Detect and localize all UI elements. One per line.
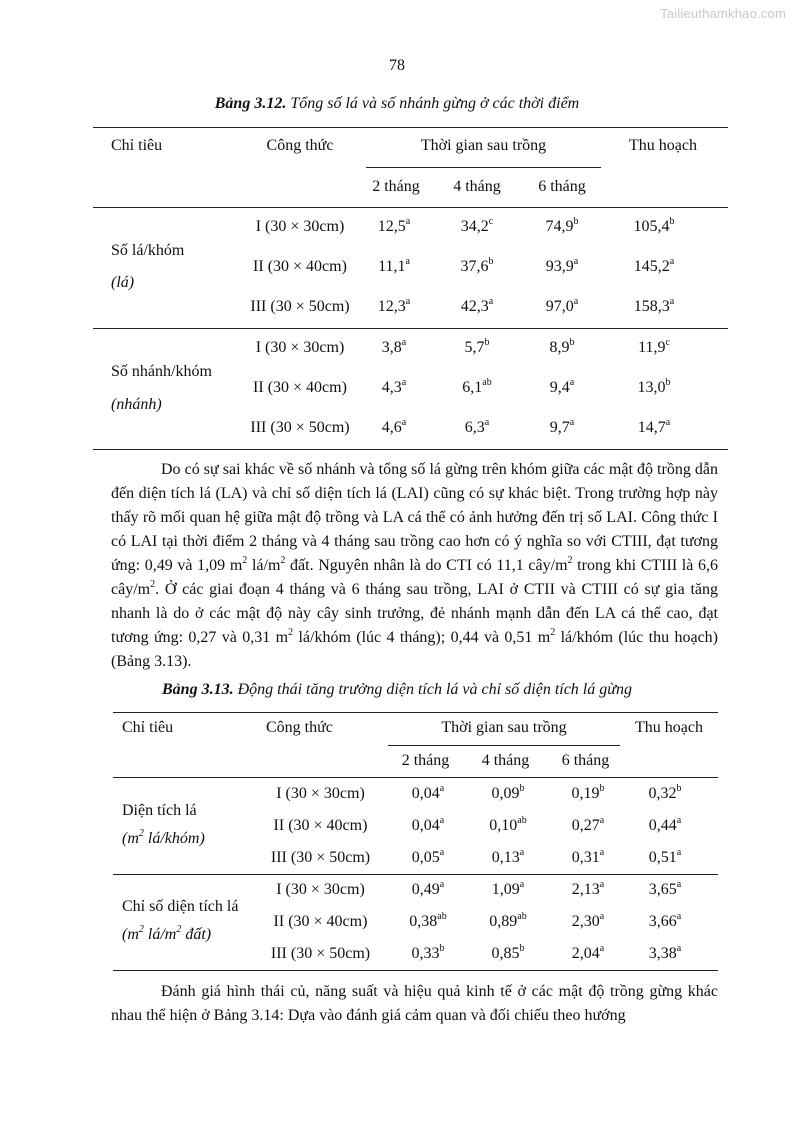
significance-letter: a [676, 910, 682, 922]
significance-letter: a [439, 878, 445, 890]
text-run: . Ở các giai đoạn 4 tháng và 6 tháng sau trồng, LAI ở CTII và CTIII có sự gia tăng nhanh là do ở các mật độ này cây sinh trưởng, đẻ nhánh mạnh dẫn đến LA cá thể cao, đạt tương ứng: 0,27 và 0,31 m [111, 581, 718, 646]
cell-number: 105,4 [633, 218, 670, 235]
header-thu-hoach: Thu hoạch [629, 137, 697, 154]
cell-value [526, 416, 598, 437]
body-paragraph-2 [111, 980, 718, 1028]
cell-value [630, 782, 700, 803]
cell-cong-thuc: II (30 × 40cm) [273, 817, 368, 834]
page-number: 78 [389, 57, 405, 74]
cell-number: 9,4 [549, 379, 570, 396]
superscript: 2 [550, 626, 556, 638]
superscript: 2 [176, 923, 182, 935]
significance-letter: a [676, 814, 682, 826]
header-chi-tieu: Chỉ tiêu [111, 137, 163, 154]
significance-letter: a [401, 336, 407, 348]
cell-number: 4,6 [381, 419, 402, 436]
significance-letter: b [519, 942, 525, 954]
cell-value [526, 215, 598, 236]
cell-number: 0,04 [411, 785, 440, 802]
cell-cong-thuc: II (30 × 40cm) [253, 379, 347, 396]
header-6-thang: 6 tháng [538, 178, 586, 195]
table-rule-subheader [366, 167, 601, 168]
cell-value [618, 215, 690, 236]
cell-value [393, 782, 463, 803]
significance-letter: a [401, 416, 407, 428]
cell-value [473, 814, 543, 835]
significance-letter: a [599, 942, 605, 954]
significance-letter: b [669, 215, 675, 227]
cell-value [618, 295, 690, 316]
paragraph-text: Đánh giá hình thái củ, năng suất và hiệu quả kinh tế ở các mật độ trồng gừng khác nhau thể hiện ở Bảng 3.14: Dựa vào đánh giá cảm quan và đối chiếu theo hướng [111, 983, 718, 1024]
significance-letter: a [519, 878, 525, 890]
row-unit-nhanh: (nhánh) [111, 396, 162, 413]
header-thu-hoach: Thu hoạch [635, 719, 703, 736]
cell-number: 3,38 [648, 945, 677, 962]
cell-value [473, 910, 543, 931]
superscript: 2 [288, 626, 294, 638]
text-run: đất) [181, 926, 212, 943]
cell-number: 5,7 [464, 339, 485, 356]
cell-number: 12,5 [377, 218, 406, 235]
header-6-thang: 6 tháng [561, 752, 610, 769]
table-rule-top [113, 712, 718, 713]
significance-letter: a [519, 846, 525, 858]
header-4-thang: 4 tháng [481, 752, 530, 769]
cell-value [630, 878, 700, 899]
significance-letter: a [599, 846, 605, 858]
table-rule-bottom [113, 970, 718, 971]
table-rule-bottom [93, 449, 728, 450]
significance-letter: a [405, 215, 411, 227]
cell-value [473, 782, 543, 803]
header-2-thang: 2 tháng [372, 178, 420, 195]
significance-letter: a [488, 295, 494, 307]
cell-cong-thuc: III (30 × 50cm) [250, 419, 350, 436]
cell-number: 0,89 [489, 913, 518, 930]
cell-value [526, 295, 598, 316]
significance-letter: a [439, 814, 445, 826]
caption-label: Bảng 3.13. [162, 681, 234, 698]
text-run: lá/khóm (lúc 4 tháng); 0,44 và 0,51 m [293, 629, 551, 646]
cell-value [358, 215, 430, 236]
header-thoi-gian: Thời gian sau trồng [420, 137, 547, 154]
superscript: 2 [150, 578, 156, 590]
significance-letter: a [439, 782, 445, 794]
cell-number: 0,31 [571, 849, 600, 866]
cell-number: 0,10 [489, 817, 518, 834]
significance-letter: c [488, 215, 494, 227]
text-run: đất. Nguyên nhân là do CTI có 11,1 cây/m [285, 557, 568, 574]
row-label-so-nhanh: Số nhánh/khóm [111, 363, 212, 380]
cell-value [441, 376, 513, 397]
table-rule-group-separator [113, 874, 718, 875]
significance-letter: ab [517, 814, 527, 826]
cell-number: 0,38 [409, 913, 438, 930]
row-unit-dien-tich-la [122, 827, 205, 848]
text-run: lá/khóm (lúc thu hoạch) (Bảng 3.13). [111, 629, 718, 670]
cell-number: 14,7 [637, 419, 666, 436]
row-unit-la: (lá) [111, 274, 135, 291]
cell-number: 0,51 [648, 849, 677, 866]
cell-value [618, 336, 690, 357]
header-4-thang: 4 tháng [453, 178, 501, 195]
cell-number: 0,05 [411, 849, 440, 866]
significance-letter: a [676, 878, 682, 890]
watermark: Tailieuthamkhao.com [660, 6, 786, 21]
cell-cong-thuc: II (30 × 40cm) [273, 913, 368, 930]
cell-number: 12,3 [377, 298, 406, 315]
caption-text: Động thái tăng trưởng diện tích lá và chỉ số diện tích lá gừng [233, 681, 632, 698]
text-run: lá/m [143, 926, 177, 943]
cell-number: 4,3 [381, 379, 402, 396]
row-label-so-la: Số lá/khóm [111, 242, 185, 259]
cell-value [553, 910, 623, 931]
cell-cong-thuc: I (30 × 30cm) [276, 785, 365, 802]
cell-value [526, 255, 598, 276]
significance-letter: a [484, 416, 490, 428]
cell-number: 145,2 [633, 258, 670, 275]
cell-number: 11,9 [638, 339, 666, 356]
table-3-13-caption [0, 681, 794, 699]
header-chi-tieu: Chỉ tiêu [122, 719, 174, 736]
cell-value [630, 846, 700, 867]
significance-letter: b [484, 336, 490, 348]
superscript: 2 [138, 827, 144, 839]
cell-value [553, 878, 623, 899]
cell-value [553, 782, 623, 803]
significance-letter: a [676, 942, 682, 954]
significance-letter: a [599, 814, 605, 826]
cell-number: 34,2 [460, 218, 489, 235]
cell-value [630, 814, 700, 835]
cell-number: 93,9 [545, 258, 574, 275]
cell-cong-thuc: III (30 × 50cm) [270, 945, 371, 962]
significance-letter: a [405, 295, 411, 307]
text-run: trong khi CTIII là 6,6 cây/m [111, 557, 719, 598]
cell-number: 0,13 [491, 849, 520, 866]
cell-number: 6,1 [462, 379, 483, 396]
cell-number: 0,09 [491, 785, 520, 802]
significance-letter: b [665, 376, 671, 388]
cell-value [441, 336, 513, 357]
cell-value [553, 814, 623, 835]
cell-value [473, 878, 543, 899]
cell-cong-thuc: I (30 × 30cm) [276, 881, 365, 898]
cell-number: 158,3 [633, 298, 670, 315]
cell-number: 0,04 [411, 817, 440, 834]
significance-letter: a [573, 255, 579, 267]
cell-value [441, 255, 513, 276]
cell-cong-thuc: II (30 × 40cm) [253, 258, 347, 275]
cell-number: 0,85 [491, 945, 520, 962]
cell-cong-thuc: I (30 × 30cm) [255, 339, 345, 356]
cell-number: 2,30 [571, 913, 600, 930]
cell-number: 97,0 [545, 298, 574, 315]
significance-letter: b [439, 942, 445, 954]
significance-letter: ab [482, 376, 492, 388]
row-label-chi-so-dien-tich-la: Chỉ số diện tích lá [122, 898, 239, 915]
significance-letter: a [599, 878, 605, 890]
cell-value [358, 376, 430, 397]
cell-number: 0,19 [571, 785, 600, 802]
significance-letter: a [665, 416, 671, 428]
cell-value [618, 376, 690, 397]
cell-number: 37,6 [460, 258, 489, 275]
significance-letter: ab [517, 910, 527, 922]
cell-value [358, 336, 430, 357]
cell-value [618, 416, 690, 437]
cell-value [441, 295, 513, 316]
cell-value [630, 910, 700, 931]
cell-value [393, 846, 463, 867]
cell-number: 0,49 [411, 881, 440, 898]
superscript: 2 [280, 554, 286, 566]
cell-value [441, 215, 513, 236]
table-rule-header-bottom [113, 777, 718, 778]
cell-number: 3,65 [648, 881, 677, 898]
header-2-thang: 2 tháng [401, 752, 450, 769]
significance-letter: a [676, 846, 682, 858]
cell-value [393, 942, 463, 963]
significance-letter: b [599, 782, 605, 794]
significance-letter: b [519, 782, 525, 794]
text-run: (m [122, 926, 139, 943]
significance-letter: a [669, 255, 675, 267]
significance-letter: b [488, 255, 494, 267]
significance-letter: a [573, 295, 579, 307]
cell-value [526, 376, 598, 397]
cell-number: 42,3 [460, 298, 489, 315]
significance-letter: a [401, 376, 407, 388]
body-paragraph-1 [111, 458, 718, 674]
significance-letter: b [573, 215, 579, 227]
text-run: lá/m [247, 557, 281, 574]
cell-cong-thuc: I (30 × 30cm) [255, 218, 345, 235]
cell-number: 3,66 [648, 913, 677, 930]
cell-value [526, 336, 598, 357]
cell-number: 0,44 [648, 817, 677, 834]
cell-number: 9,7 [549, 419, 570, 436]
cell-number: 13,0 [637, 379, 666, 396]
header-cong-thuc: Công thức [266, 137, 334, 154]
significance-letter: ab [437, 910, 447, 922]
cell-number: 2,13 [571, 881, 600, 898]
cell-value [393, 910, 463, 931]
significance-letter: b [569, 336, 575, 348]
significance-letter: a [405, 255, 410, 267]
significance-letter: a [439, 846, 445, 858]
table-rule-group-separator [93, 328, 728, 329]
cell-number: 1,09 [491, 881, 520, 898]
text-run: lá/khóm) [143, 830, 205, 847]
text-run: (m [122, 830, 139, 847]
superscript: 2 [567, 554, 573, 566]
row-label-dien-tich-la: Diện tích lá [122, 802, 197, 819]
row-unit-chi-so [122, 923, 212, 944]
significance-letter: b [676, 782, 682, 794]
table-3-12-caption [0, 95, 794, 113]
caption-label: Bảng 3.12. [214, 95, 287, 112]
significance-letter: c [665, 336, 670, 348]
header-cong-thuc: Công thức [266, 719, 333, 736]
cell-number: 0,27 [571, 817, 600, 834]
cell-number: 8,9 [549, 339, 570, 356]
cell-number: 6,3 [464, 419, 485, 436]
cell-cong-thuc: III (30 × 50cm) [250, 298, 350, 315]
cell-number: 2,04 [571, 945, 600, 962]
table-rule-top [93, 127, 728, 128]
cell-value [393, 878, 463, 899]
significance-letter: a [569, 376, 575, 388]
cell-value [358, 255, 430, 276]
cell-value [473, 942, 543, 963]
cell-cong-thuc: III (30 × 50cm) [270, 849, 371, 866]
cell-number: 0,32 [648, 785, 677, 802]
cell-value [630, 942, 700, 963]
cell-value [618, 255, 690, 276]
significance-letter: a [599, 910, 605, 922]
cell-number: 0,33 [411, 945, 440, 962]
cell-value [358, 416, 430, 437]
significance-letter: a [569, 416, 575, 428]
cell-number: 11,1 [378, 258, 406, 275]
cell-number: 3,8 [381, 339, 402, 356]
cell-value [473, 846, 543, 867]
table-rule-subheader [388, 745, 620, 746]
cell-value [553, 942, 623, 963]
cell-value [358, 295, 430, 316]
table-rule-header-bottom [93, 207, 728, 208]
cell-value [553, 846, 623, 867]
cell-number: 74,9 [545, 218, 574, 235]
cell-value [393, 814, 463, 835]
significance-letter: a [669, 295, 675, 307]
caption-text: Tổng số lá và số nhánh gừng ở các thời điểm [286, 95, 580, 112]
superscript: 2 [242, 554, 248, 566]
superscript: 2 [138, 923, 144, 935]
header-thoi-gian: Thời gian sau trồng [441, 719, 567, 736]
cell-value [441, 416, 513, 437]
text-run: Do có sự sai khác về số nhánh và tổng số lá gừng trên khóm giữa các mật độ trồng dẫn đến diện tích lá (LA) và chỉ số diện tích lá (LAI) cũng có sự khác biệt. Trong trường hợp này thấy rõ mối quan hệ giữa mật độ trồng và LA cá thể có ảnh hưởng đến trị số LAI. Công thức I có LAI tại thời điểm 2 tháng và 4 tháng sau trồng cao hơn có ý nghĩa so với CTIII, đạt tương ứng: 0,49 và 1,09 m [111, 461, 718, 574]
